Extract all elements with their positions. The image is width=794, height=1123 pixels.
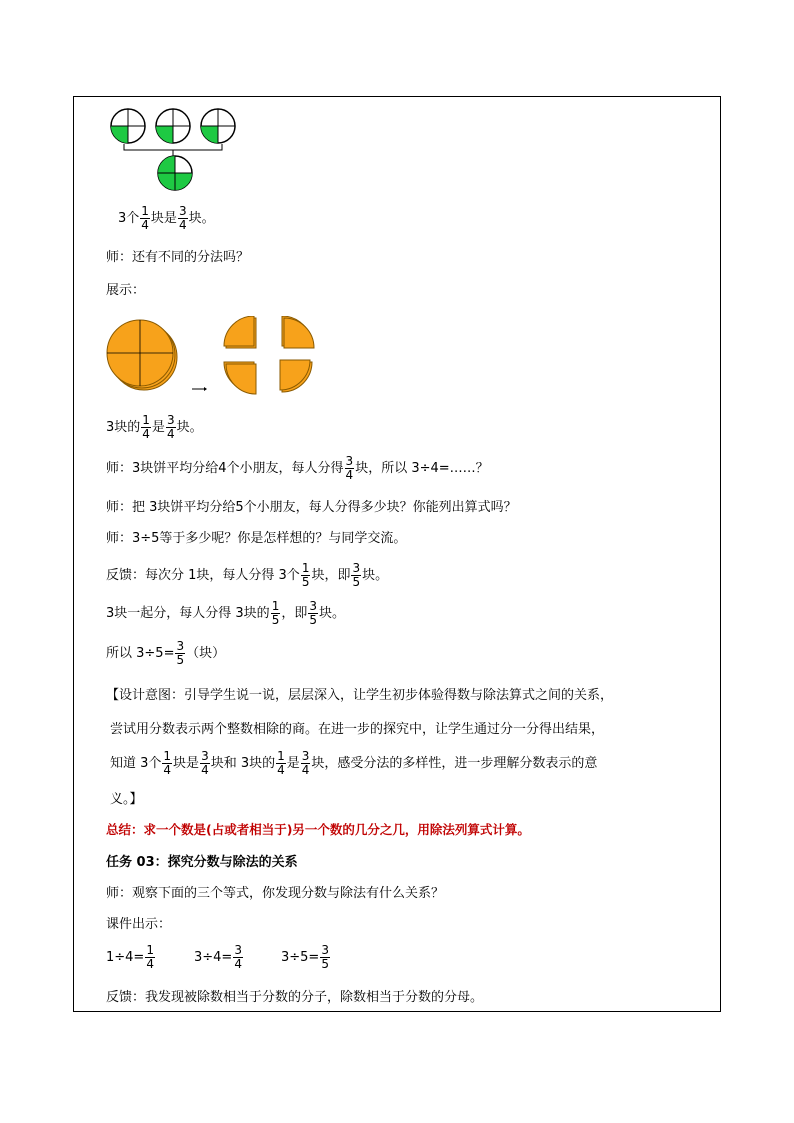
text: 1÷4= (106, 949, 145, 965)
line-three-quarter-pieces (118, 205, 215, 232)
text: 3个 (118, 210, 140, 226)
design-line-1: 【设计意图：引导学生说一说，层层深入，让学生初步体验得数与除法算式之间的关系， (106, 688, 614, 703)
text: 3÷5= (281, 949, 320, 965)
line-3-div-5-question: 师：3÷5等于多少呢？你是怎样想的？与同学交流。 (106, 531, 407, 546)
text: 反馈：每次分 1块，每人分得 3个 (106, 567, 300, 583)
fraction: $\frac{3}{4}$ (166, 413, 175, 441)
equation-1 (106, 944, 156, 971)
text: 块和 3块的 (210, 755, 276, 771)
fraction: $\frac{1}{4}$ (141, 204, 149, 232)
fraction: $\frac{1}{4}$ (163, 749, 172, 777)
line-teacher-question: 师：还有不同的分法吗？ (106, 250, 250, 265)
arrow-icon (192, 387, 207, 391)
lesson-frame (73, 96, 721, 1012)
fraction: $\frac{3}{5}$ (176, 639, 185, 667)
line-3-div-4 (106, 455, 489, 482)
pie-cutting-diagram (106, 316, 316, 396)
task-heading: 任务 03：探究分数与除法的关系 (106, 855, 298, 870)
fraction: $\frac{1}{4}$ (146, 943, 154, 971)
circle-1-icon (111, 109, 145, 143)
quarter-circles-diagram (108, 106, 243, 194)
text: 3块的 (106, 419, 141, 435)
design-line-2: 尝试用分数表示两个整数相除的商。在进一步的探究中，让学生通过分一分得出结果， (110, 722, 605, 737)
fraction: $\frac{3}{4}$ (345, 454, 354, 482)
text: 块。 (176, 419, 203, 435)
text: 是 (151, 419, 165, 435)
text: 知道 3个 (110, 755, 162, 771)
design-line-4: 义。】 (110, 792, 143, 807)
text: 3÷4= (194, 949, 233, 965)
line-courseware: 课件出示： (106, 917, 172, 932)
text: 块是 (173, 755, 200, 771)
fraction: $\frac{1}{5}$ (301, 561, 310, 589)
fraction: $\frac{1}{5}$ (271, 599, 280, 627)
design-line-3 (110, 750, 597, 777)
text: 3块一起分，每人分得 3块的 (106, 605, 270, 621)
line-feedback-final: 反馈：我发现被除数相当于分数的分子，除数相当于分数的分母。 (106, 990, 484, 1005)
fraction: $\frac{3}{4}$ (234, 943, 242, 971)
fraction: $\frac{3}{4}$ (301, 749, 310, 777)
line-together (106, 600, 345, 627)
line-three-pieces-quarter (106, 414, 203, 441)
stacked-pies-icon (107, 320, 177, 390)
text: ，即 (281, 605, 308, 621)
fraction: $\frac{3}{5}$ (352, 561, 361, 589)
fraction: $\frac{3}{5}$ (321, 943, 329, 971)
text: 块。 (188, 210, 215, 226)
line-so (106, 640, 225, 667)
equation-2 (194, 944, 244, 971)
text: 块，即 (311, 567, 351, 583)
text: （块） (186, 645, 226, 661)
fraction: $\frac{3}{4}$ (201, 749, 209, 777)
line-display: 展示： (106, 283, 146, 298)
text: 块。 (318, 605, 345, 621)
text: 是 (286, 755, 300, 771)
circle-2-icon (156, 109, 190, 143)
text: 所以 3÷5= (106, 645, 175, 661)
fraction: $\frac{3}{5}$ (309, 599, 317, 627)
text: 块，感受分法的多样性，进一步理解分数表示的意 (311, 755, 598, 771)
cut-pieces-icon (224, 316, 314, 394)
text: 师：3块饼平均分给4个小朋友，每人分得 (106, 460, 344, 476)
line-five-friends: 师：把 3块饼平均分给5个小朋友，每人分得多少块？你能列出算式吗？ (106, 500, 517, 515)
summary: 总结：求一个数是(占或者相当于)另一个数的几分之几，用除法列算式计算。 (106, 822, 530, 837)
fraction: $\frac{1}{4}$ (277, 749, 285, 777)
fraction: $\frac{1}{4}$ (142, 413, 150, 441)
combined-circle-icon (158, 156, 192, 190)
line-feedback-one (106, 562, 388, 589)
text: 块，所以 3÷4=……？ (355, 460, 489, 476)
fraction: $\frac{3}{4}$ (178, 204, 187, 232)
line-observe: 师：观察下面的三个等式，你发现分数与除法有什么关系？ (106, 886, 445, 901)
text: 块是 (150, 210, 177, 226)
text: 块。 (362, 567, 389, 583)
circle-3-icon (201, 109, 235, 143)
equation-3 (281, 944, 331, 971)
